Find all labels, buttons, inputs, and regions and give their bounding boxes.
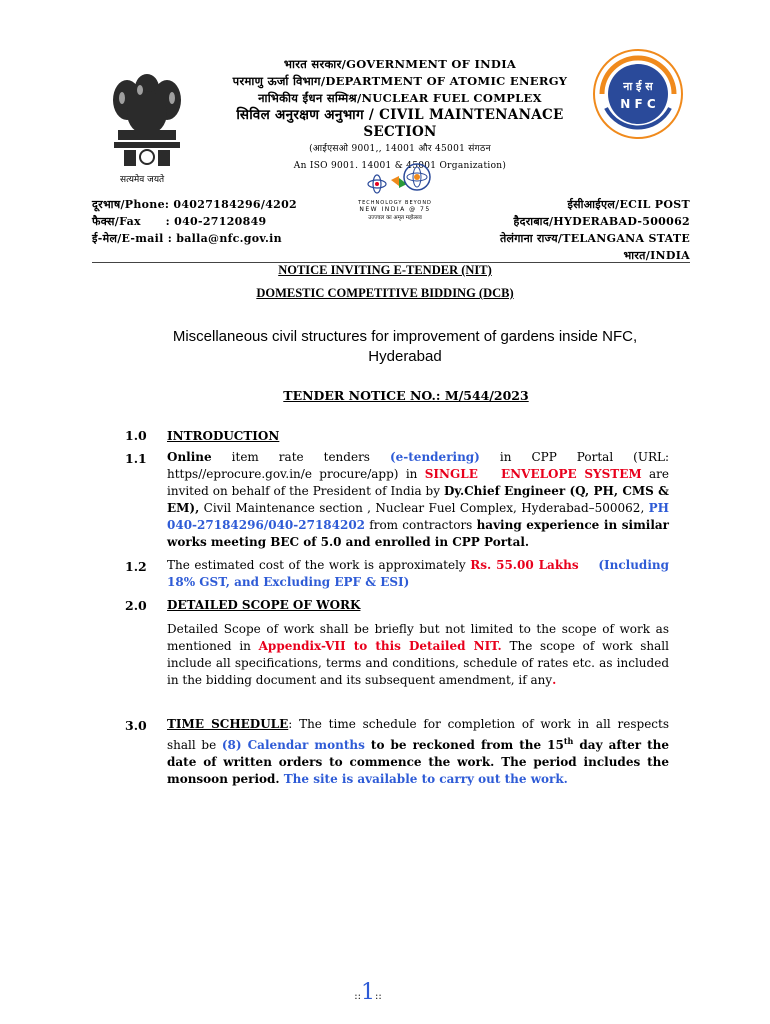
address-city: हैदराबाद/HYDERABAD-500062: [513, 215, 690, 228]
dcb-title: DOMESTIC COMPETITIVE BIDDING (DCB): [256, 286, 514, 300]
nfc-logo-hindi: ना ई स: [623, 80, 653, 93]
center-logo-line3: उज्ज्वल का अमृत महोत्सव: [368, 215, 422, 221]
s3-superscript: th: [563, 736, 574, 746]
s12-text: The estimated cost of the work is approximately: [167, 558, 471, 572]
address-state: तेलंगाना राज्य/TELANGANA STATE: [499, 232, 690, 245]
s2-appendix: Appendix-VII to this Detailed NIT.: [258, 639, 502, 653]
address-post: ईसीआईएल/ECIL POST: [567, 198, 690, 211]
government-header: [200, 56, 600, 175]
contact-right: [450, 196, 690, 264]
page-number: 1: [361, 980, 375, 1005]
section-1-title: [167, 428, 669, 445]
section-3-text: [167, 716, 669, 788]
s11-text-c: are invited on behalf of the President of India by: [167, 467, 669, 498]
tender-notice-number: TENDER NOTICE NO.: M/544/2023: [283, 388, 529, 403]
section-2-text: [167, 621, 669, 689]
national-emblem: [100, 68, 195, 176]
s11-online: Online: [167, 450, 212, 464]
s11-text-e: from contractors: [365, 518, 477, 532]
contact-fax: फैक्स/Fax : 040-27120849: [92, 215, 267, 228]
header-line-iso-hindi: (आईएसओ 9001,, 14001 और 45001 संगठन: [309, 144, 491, 154]
s3-text-b: to be reckoned from the 15: [364, 738, 564, 752]
section-3-number: 3.0: [125, 718, 147, 733]
nfc-logo-english: N F C: [620, 97, 656, 111]
nfc-logo: [592, 48, 684, 140]
emblem-caption: सत्यमेव जयते: [120, 175, 165, 185]
section-2-number: 2.0: [125, 598, 147, 613]
s2-text-a: Detailed Scope of work shall be briefly but not limited to the scope of work as mentioned in: [167, 622, 669, 653]
section-1-title-text: INTRODUCTION: [167, 429, 280, 443]
footer-right-marks: ::: [375, 991, 382, 1002]
s3-site-available: The site is available to carry out the work.: [279, 772, 568, 786]
work-name: [150, 327, 660, 367]
section-1-number: 1.0: [125, 428, 147, 443]
page-number-footer: [0, 980, 736, 1005]
center-logo-line1: TECHNOLOGY BEYOND: [358, 200, 432, 206]
header-line-section: सिविल अनुरक्षण अनुभाग / CIVIL MAINTENANACE SECTION: [236, 107, 564, 140]
header-line-government: भारत सरकार/GOVERNMENT OF INDIA: [283, 57, 517, 71]
s3-time-schedule: TIME SCHEDULE: [167, 717, 289, 731]
section-2-title: [167, 597, 669, 614]
s3-text-a: : The time schedule for completion of work in all respects shall be: [167, 717, 669, 752]
nit-title: NOTICE INVITING E-TENDER (NIT): [278, 263, 492, 277]
footer-left-marks: ::: [354, 991, 361, 1002]
s12-amount: Rs. 55.00 Lakhs: [470, 558, 579, 572]
s11-experience: having experience in similar works meeting BEC of 5.0 and enrolled in CPP Portal.: [167, 518, 669, 549]
s3-text-c: day after the date of written orders to commence the work. The period includes the monsoon period.: [167, 738, 669, 786]
contact-email: ई-मेल/E-mail : balla@nfc.gov.in: [92, 232, 282, 245]
header-line-iso-english: An ISO 9001. 14001 & 45001 Organization): [293, 161, 507, 171]
s3-calendar-months: (8) Calendar months: [221, 738, 365, 752]
section-1-1-text: [167, 449, 669, 551]
s12-tax-note: (Including 18% GST, and Excluding EPF & ESI): [167, 558, 674, 589]
section-1-1-number: 1.1: [125, 451, 147, 466]
s11-dy-chief-engineer: Dy.Chief Engineer (Q, PH, CMS & EM),: [167, 484, 669, 515]
work-name-line2: Hyderabad: [368, 348, 442, 365]
s2-period: .: [552, 673, 557, 687]
section-1-2-number: 1.2: [125, 559, 147, 574]
s2-text-b: The scope of work shall include all specifications, terms and conditions, schedule of rates etc. as included in the bidding document and its subsequent amendment, if any: [167, 639, 669, 687]
section-1-2-text: [167, 557, 674, 591]
s11-single-envelope: SINGLE ENVELOPE SYSTEM: [424, 467, 642, 481]
address-country: भारत/INDIA: [623, 249, 690, 262]
contact-left: [92, 196, 297, 247]
work-name-line1: Miscellaneous civil structures for improvement of gardens inside NFC,: [172, 328, 638, 345]
contact-phone: दूरभाष/Phone: 04027184296/4202: [92, 198, 298, 211]
s11-etendering: (e-tendering): [389, 450, 480, 464]
s11-text-d: Civil Maintenance section , Nuclear Fuel Complex, Hyderabad–500062,: [199, 501, 649, 515]
section-2-title-text: DETAILED SCOPE OF WORK: [167, 598, 361, 612]
header-line-department: परमाणु ऊर्जा विभाग/DEPARTMENT OF ATOMIC ENERGY: [232, 74, 568, 88]
s11-text-a: item rate tenders: [211, 450, 390, 464]
s11-phone: PH 040-27184296/040-27184202: [167, 501, 669, 532]
new-india-75-logo: [355, 162, 435, 224]
center-logo-line2: NEW INDIA @ 75: [359, 206, 431, 213]
s11-text-b: in CPP Portal (URL: https//eprocure.gov.in/e procure/app) in: [167, 450, 669, 481]
header-line-nfc: नाभिकीय ईंधन सम्मिश्र/NUCLEAR FUEL COMPLEX: [258, 91, 542, 105]
